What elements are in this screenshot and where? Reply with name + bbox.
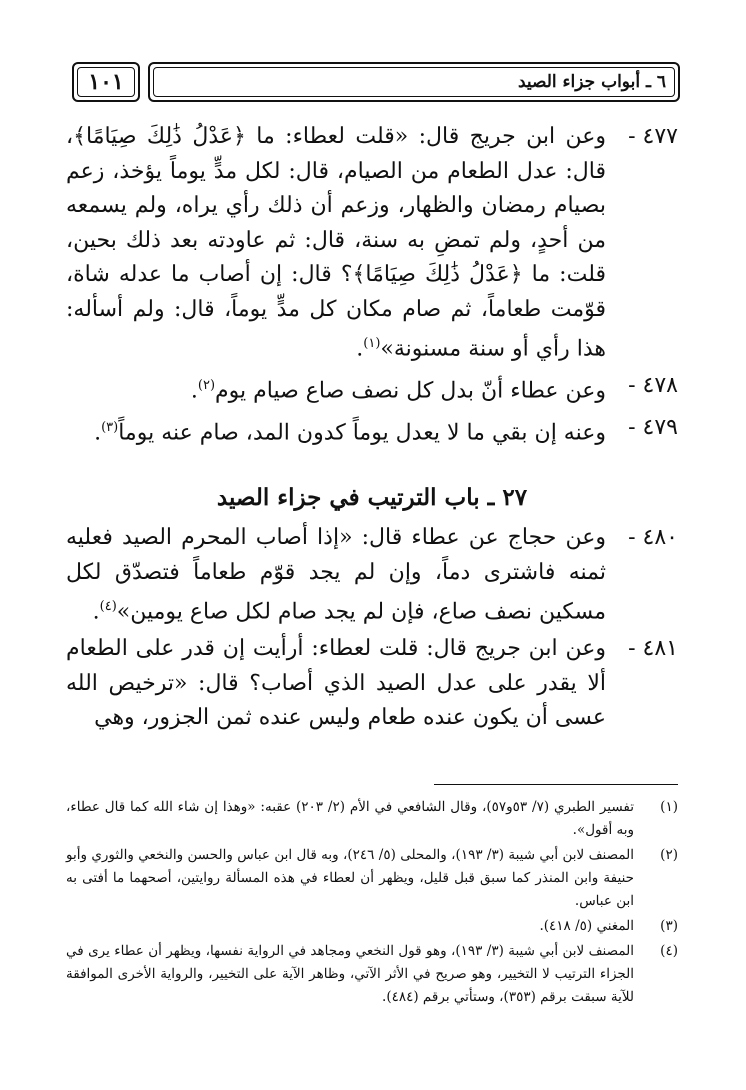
footnote (66, 915, 678, 938)
entry-text: وعن عطاء أنّ بدل كل نصف صاع صيام يوم (215, 378, 606, 404)
footnote-number: (١) (660, 799, 678, 815)
footnote-ref: (٢) (197, 377, 216, 393)
footnote-text: المغني (٥/ ٤١٨). (539, 918, 634, 934)
footnote-number: (٤) (660, 943, 678, 959)
footnote-ref: (٤) (99, 599, 117, 615)
page-number: ١٠١ (88, 69, 124, 95)
entry-tail: . (94, 419, 102, 445)
entry-text: وعن ابن جريج قال: قلت لعطاء: أرأيت إن قدر على الطعام ألا يقدر على عدل الصيد الذي أصاب؟ قال: «ترخيص الله عسى أن يكون عنده طعام وليس عنده ثمن الجزور، وهي (66, 636, 606, 731)
footnotes (66, 796, 678, 1011)
footnote-separator (434, 784, 678, 785)
footnote-text: تفسير الطبري (٧/ ٥٣و٥٧)، وقال الشافعي في الأم (٢/ ٢٠٣) عقبه: «وهذا إن شاء الله كما قال عطاء، وبه أقول». (66, 799, 635, 838)
entry-text: وعن حجاج عن عطاء قال: «إذا أصاب المحرم الصيد فعليه ثمنه فاشترى دماً، وإن لم يجد قوّم طعاماً فتصدّق لكل مسكين نصف صاع، فإن لم يجد صام لكل صاع يومين» (66, 525, 606, 625)
entry-number: ٤٧٧ - (628, 124, 678, 149)
entry-number: ٤٨٠ - (628, 525, 678, 551)
section-title: ٢٧ ـ باب الترتيب في جزاء الصيد (216, 484, 528, 512)
hadith-entry (66, 521, 678, 630)
page-header (72, 62, 680, 102)
footnote-number: (٢) (660, 847, 678, 863)
footnote (66, 940, 678, 1009)
entry-text: وعنه إن بقي ما لا يعدل يوماً كدون المد، صام عنه يوماً (118, 419, 606, 445)
hadith-entry (66, 369, 678, 409)
entry-tail: . (356, 336, 364, 362)
entry-tail: . (190, 378, 198, 404)
hadith-entry (66, 411, 678, 451)
entry-number: ٤٧٨ - (628, 372, 678, 398)
footnote-number: (٣) (660, 918, 678, 934)
footnote (66, 796, 678, 842)
chapter-title: ٦ ـ أبواب جزاء الصيد (517, 72, 666, 92)
footnote-text: المصنف لابن أبي شيبة (٣/ ١٩٣)، والمحلى (٥/ ٢٤٦)، وبه قال ابن عباس والحسن والنخعي والثوري وأبو حنيفة وابن المنذر كما سبق قبل قليل، ويظهر أن لعطاء في هذه المسألة روايتين، أصحهما ما أفتى به ابن عباس. (66, 847, 635, 909)
entry-text: وعن ابن جريج قال: «قلت لعطاء: ما ﴿عَدْلُ ذَٰلِكَ صِيَامًا﴾، قال: عدل الطعام من الصيام، قال: لكل مدٍّ يوماً يؤخذ، زعم بصيام رمضان والظهار، وزعم أن ذلك رأي يراه، ولم يسمعه من أحدٍ، ولم تمضِ به سنة، قال: ثم عاودته بعد ذلك بحين، قلت: ما ﴿عَدْلُ ذَٰلِكَ صِيَامًا﴾؟ قال: إن أصاب ما عدله شاة، قوّمت طعاماً، ثم صام مكان كل مدٍّ يوماً، قال: ولم أسأله: هذا رأي أو سنة مسنونة» (66, 124, 606, 362)
entry-number: ٤٧٩ - (628, 414, 678, 440)
hadith-entry (66, 632, 678, 736)
main-text (66, 120, 678, 736)
footnote-text: المصنف لابن أبي شيبة (٣/ ١٩٣)، وهو قول النخعي ومجاهد في الرواية نفسها، ويظهر أن عطاء يرى في الجزاء الترتيب لا التخيير، وهو صريح في الأثر الآتي، وظاهر الآية على التخيير، والرواية الأخرى الموافقة للآية سبقت برقم (٣٥٣)، وستأتي برقم (٤٨٤). (66, 943, 635, 1005)
hadith-entry (66, 120, 678, 367)
footnote-ref: (١) (363, 336, 381, 351)
entry-tail: . (92, 599, 100, 625)
footnote (66, 844, 678, 913)
footnote-ref: (٣) (101, 419, 119, 435)
entry-number: ٤٨١ - (628, 636, 678, 662)
